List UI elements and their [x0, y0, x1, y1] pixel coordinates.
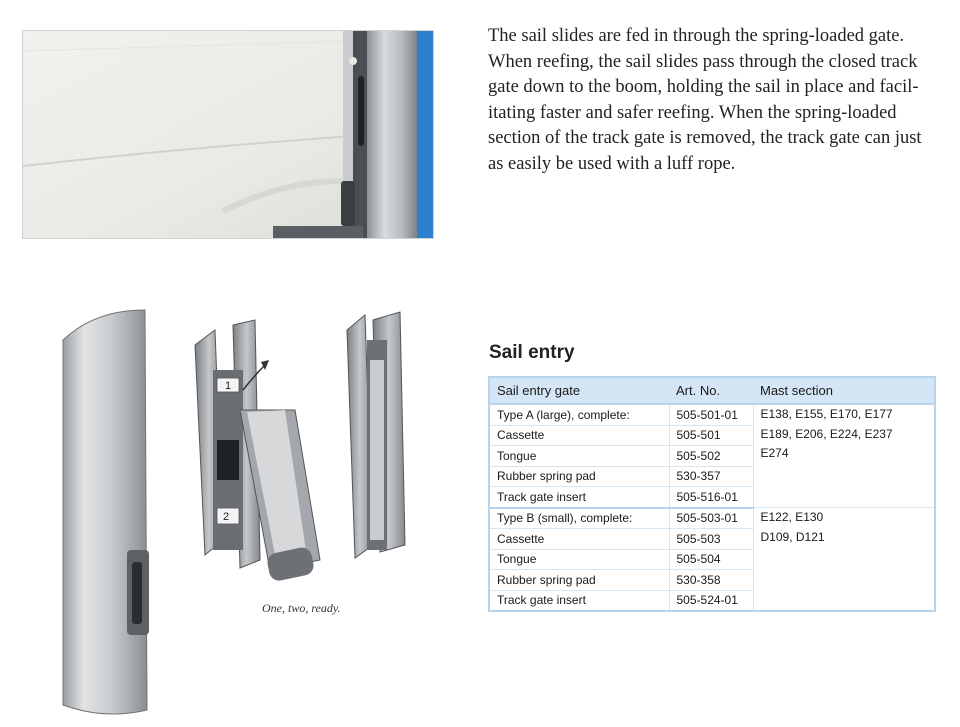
- illustration-caption: One, two, ready.: [262, 601, 341, 615]
- art-no: 505-504: [669, 549, 753, 570]
- item-name: Type B (small), complete:: [489, 508, 669, 529]
- step-1-label: 1: [225, 380, 232, 392]
- header-art-no: Art. No.: [669, 377, 753, 404]
- sail-mast-photo-drawing: [23, 31, 434, 239]
- sail-entry-photo: [22, 30, 434, 239]
- table-header-row: [489, 377, 935, 404]
- mast-line: E274: [760, 446, 789, 460]
- art-no: 505-503: [669, 529, 753, 550]
- intro-paragraph: The sail slides are fed in through the spring-loaded gate. When reefing, the sail slides pass through the closed track gate down to the boom, holding the sail in place and facil-itating faster and safer reefing. When the spring-loaded section of the track gate is removed, the track gate can just as easily be used with a luff rope.: [488, 26, 922, 174]
- table-row: [489, 404, 935, 425]
- sail-entry-table: [488, 376, 936, 612]
- track-gate-drawing: [55, 300, 455, 720]
- item-name: Cassette: [489, 529, 669, 550]
- art-no: 530-357: [669, 466, 753, 487]
- art-no: 505-501-01: [669, 404, 753, 425]
- art-no: 505-524-01: [669, 590, 753, 611]
- mast-line: E138, E155, E170, E177: [760, 407, 893, 421]
- item-name: Track gate insert: [489, 487, 669, 508]
- item-name: Rubber spring pad: [489, 466, 669, 487]
- item-name: Type A (large), complete:: [489, 404, 669, 425]
- art-no: 530-358: [669, 570, 753, 591]
- item-name: Cassette: [489, 425, 669, 446]
- art-no: 505-516-01: [669, 487, 753, 508]
- header-mast-section: Mast section: [753, 377, 935, 404]
- header-sail-entry-gate: Sail entry gate: [489, 377, 669, 404]
- item-name: Track gate insert: [489, 590, 669, 611]
- mast-line: E122, E130: [760, 510, 824, 524]
- step-2-label: 2: [223, 511, 230, 523]
- mast-sections-group-b: [753, 508, 935, 612]
- table-row: [489, 508, 935, 529]
- item-name: Tongue: [489, 446, 669, 467]
- track-gate-illustration: [55, 300, 455, 720]
- mast-line: E189, E206, E224, E237: [760, 426, 893, 441]
- item-name: Rubber spring pad: [489, 570, 669, 591]
- art-no: 505-502: [669, 446, 753, 467]
- item-name: Tongue: [489, 549, 669, 570]
- section-title: Sail entry: [489, 342, 575, 363]
- mast-sections-group-a: [753, 404, 935, 508]
- mast-line: D109, D121: [760, 529, 825, 544]
- art-no: 505-501: [669, 425, 753, 446]
- art-no: 505-503-01: [669, 508, 753, 529]
